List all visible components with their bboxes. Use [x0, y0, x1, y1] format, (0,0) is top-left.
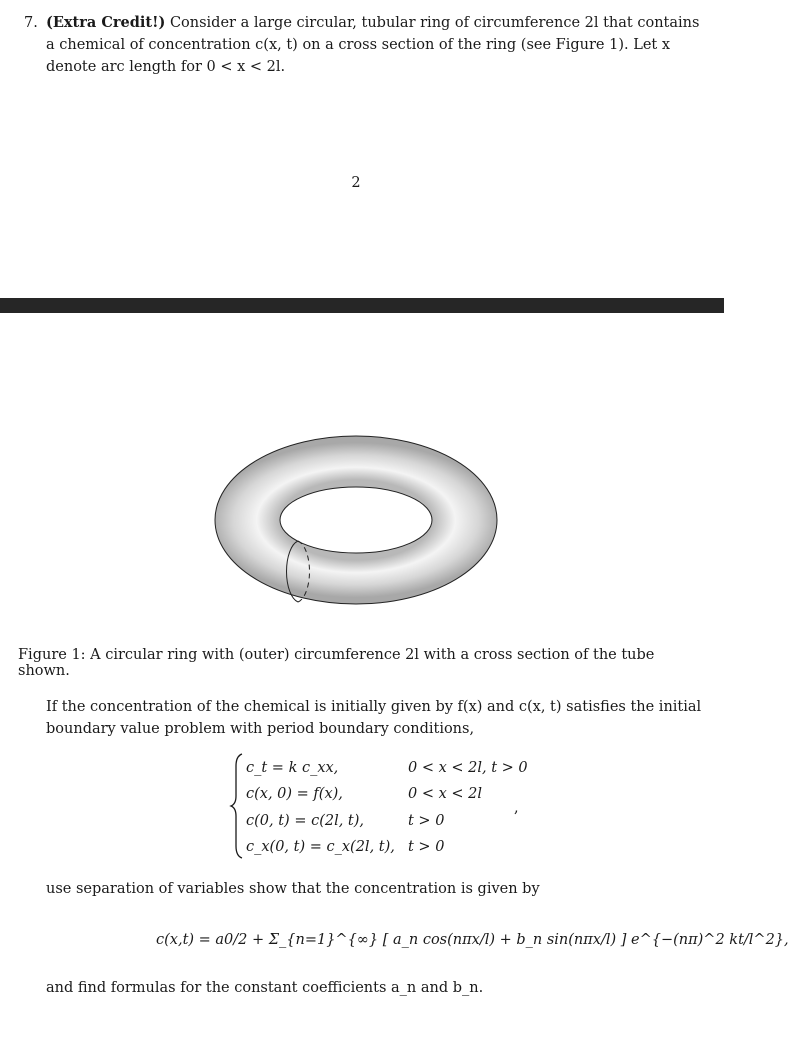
system-row-initial: [246, 786, 483, 808]
system-row-boundary-1: [246, 813, 445, 835]
system-row-1-condition: 0 < x < 2l, t > 0: [408, 760, 528, 776]
torus-body: [215, 436, 497, 604]
system-row-4-condition: t > 0: [408, 839, 445, 855]
page-number: 2: [351, 175, 361, 191]
system-row-3-condition: t > 0: [408, 813, 445, 829]
system-row-3-equation: c(0, t) = c(2l, t),: [246, 813, 365, 829]
system-row-1-equation: c_t = k c_xx,: [246, 760, 339, 776]
system-row-2-condition: 0 < x < 2l: [408, 786, 483, 802]
system-row-boundary-2: [246, 839, 445, 861]
paragraph-boundary-problem: If the concentration of the chemical is initially given by f(x) and c(x, t) satisfies the initial boundary value problem with period boundary conditions,: [46, 699, 702, 737]
torus-figure: [210, 432, 502, 608]
figure-caption: Figure 1: A circular ring with (outer) circumference 2l with a cross section of the tube shown.: [18, 647, 655, 679]
problem-label: (Extra Credit!): [46, 14, 166, 31]
system-row-2-equation: c(x, 0) = f(x),: [246, 786, 343, 802]
problem-number: 7.: [24, 15, 38, 31]
problem-statement: [24, 12, 708, 78]
paragraph-coefficients: and find formulas for the constant coefficients a_n and b_n.: [46, 980, 484, 996]
system-row-pde: [246, 760, 528, 782]
system-trailing-comma: ,: [514, 800, 519, 816]
paragraph-separation: use separation of variables show that the concentration is given by: [46, 881, 540, 897]
page-divider: [0, 298, 724, 313]
solution-formula: c(x,t) = a0/2 + Σ_{n=1}^{∞} [ a_n cos(nπx/l) + b_n sin(nπx/l) ] e^{−(nπ)^2 kt/l^2},: [156, 932, 789, 948]
system-row-4-equation: c_x(0, t) = c_x(2l, t),: [246, 839, 395, 855]
system-brace: [230, 752, 244, 860]
problem-body: [46, 12, 708, 78]
problem-text: Consider a large circular, tubular ring of circumference 2l that contains a chemical of concentration c(x, t) on a cross section of the ring (see Figure 1). Let x denote arc length for 0 < x < 2l.: [46, 15, 700, 75]
